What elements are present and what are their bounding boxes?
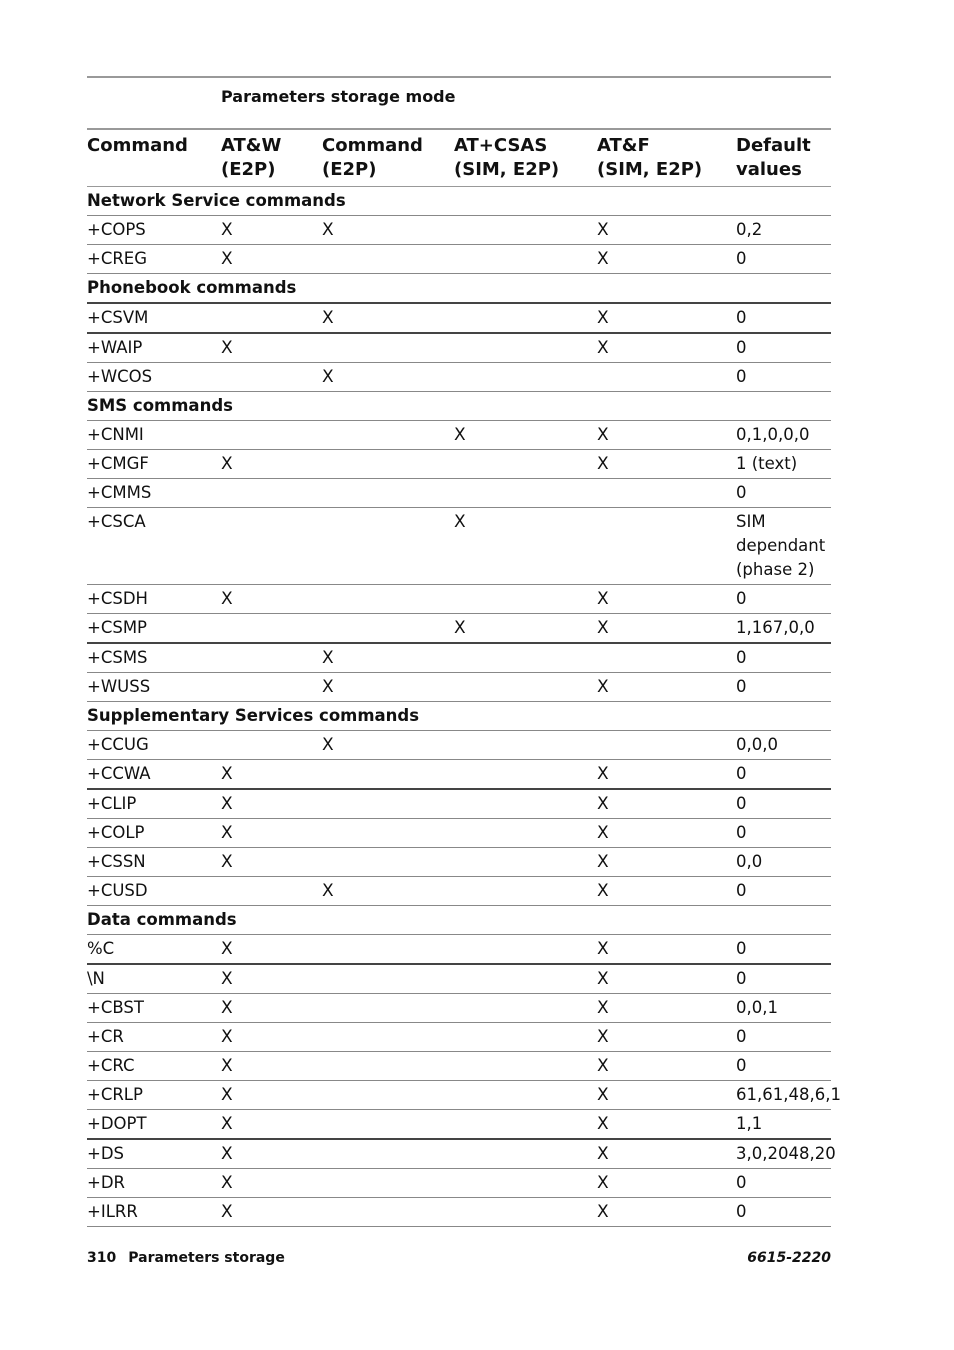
- default-value-cell: 0: [736, 819, 831, 848]
- column-header-line: AT&F: [597, 135, 650, 156]
- csas-cell: [454, 245, 597, 274]
- default-value-cell: 3,0,2048,20: [736, 1139, 831, 1169]
- csas-cell: [454, 819, 597, 848]
- default-value-cell: 0,0,1: [736, 994, 831, 1023]
- default-value-cell: 61,61,48,6,1: [736, 1081, 831, 1110]
- table-row: [87, 1110, 831, 1140]
- default-value-cell: 0,0,0: [736, 731, 831, 760]
- atw-cell: X: [221, 1023, 322, 1052]
- command-e2p-cell: [322, 333, 454, 363]
- csas-cell: X: [454, 421, 597, 450]
- command-e2p-cell: [322, 508, 454, 585]
- table-row: [87, 789, 831, 819]
- default-value-cell: 0: [736, 789, 831, 819]
- csas-cell: [454, 333, 597, 363]
- atf-cell: X: [597, 848, 736, 877]
- command-e2p-cell: [322, 245, 454, 274]
- csas-cell: [454, 964, 597, 994]
- column-header-row: [87, 129, 831, 187]
- command-cell: +CLIP: [87, 789, 221, 819]
- column-header-line: Command: [322, 135, 423, 156]
- csas-cell: [454, 1139, 597, 1169]
- section-header-row: [87, 274, 831, 304]
- default-value-cell: 0: [736, 1052, 831, 1081]
- default-value-cell: 0: [736, 760, 831, 790]
- csas-cell: [454, 216, 597, 245]
- section-title: Phonebook commands: [87, 274, 831, 304]
- command-cell: +CNMI: [87, 421, 221, 450]
- csas-cell: [454, 303, 597, 333]
- default-value-cell: 0: [736, 673, 831, 702]
- atw-cell: X: [221, 216, 322, 245]
- column-header-default: [736, 129, 831, 187]
- atw-cell: [221, 877, 322, 906]
- atf-cell: X: [597, 789, 736, 819]
- section-title: Data commands: [87, 906, 831, 935]
- command-cell: +COPS: [87, 216, 221, 245]
- command-cell: +CCWA: [87, 760, 221, 790]
- atf-cell: X: [597, 421, 736, 450]
- table-row: [87, 421, 831, 450]
- atf-cell: X: [597, 1198, 736, 1227]
- command-e2p-cell: [322, 935, 454, 965]
- default-value-cell: 1,167,0,0: [736, 614, 831, 644]
- csas-cell: [454, 1023, 597, 1052]
- default-value-cell: 1 (text): [736, 450, 831, 479]
- atw-cell: [221, 643, 322, 673]
- atw-cell: [221, 363, 322, 392]
- table-row: [87, 450, 831, 479]
- table-row: [87, 935, 831, 965]
- column-header-line: Command: [87, 135, 188, 156]
- atw-cell: [221, 421, 322, 450]
- command-e2p-cell: [322, 1081, 454, 1110]
- atw-cell: X: [221, 1169, 322, 1198]
- command-cell: +COLP: [87, 819, 221, 848]
- command-cell: +DOPT: [87, 1110, 221, 1140]
- command-e2p-cell: [322, 994, 454, 1023]
- default-value-cell: 0: [736, 935, 831, 965]
- atw-cell: X: [221, 585, 322, 614]
- atw-cell: X: [221, 848, 322, 877]
- default-value-cell: 0: [736, 1023, 831, 1052]
- table-row: [87, 1139, 831, 1169]
- csas-cell: [454, 450, 597, 479]
- atw-cell: X: [221, 245, 322, 274]
- csas-cell: [454, 848, 597, 877]
- column-header-line: (SIM, E2P): [597, 159, 703, 180]
- column-header-command-e2p: [322, 129, 454, 187]
- atw-cell: [221, 731, 322, 760]
- atf-cell: X: [597, 1110, 736, 1140]
- atf-cell: X: [597, 450, 736, 479]
- csas-cell: X: [454, 614, 597, 644]
- section-header-row: [87, 702, 831, 731]
- atf-cell: [597, 508, 736, 585]
- command-e2p-cell: X: [322, 673, 454, 702]
- atf-cell: X: [597, 333, 736, 363]
- csas-cell: [454, 760, 597, 790]
- table-row: [87, 673, 831, 702]
- atf-cell: X: [597, 1169, 736, 1198]
- atf-cell: X: [597, 935, 736, 965]
- command-cell: +DR: [87, 1169, 221, 1198]
- command-cell: +CCUG: [87, 731, 221, 760]
- table-row: [87, 508, 831, 585]
- command-cell: +CMMS: [87, 479, 221, 508]
- super-header-row: [87, 77, 831, 129]
- document-number: 6615-2220: [747, 1250, 831, 1266]
- column-header-line: (E2P): [322, 159, 377, 180]
- command-e2p-cell: [322, 789, 454, 819]
- table-row: [87, 994, 831, 1023]
- atw-cell: X: [221, 333, 322, 363]
- command-cell: +CREG: [87, 245, 221, 274]
- default-value-cell: 0: [736, 964, 831, 994]
- atw-cell: X: [221, 789, 322, 819]
- command-cell: +CUSD: [87, 877, 221, 906]
- command-e2p-cell: [322, 1110, 454, 1140]
- column-header-csas: [454, 129, 597, 187]
- command-cell: +CSMP: [87, 614, 221, 644]
- command-e2p-cell: [322, 614, 454, 644]
- atw-cell: [221, 673, 322, 702]
- table-row: [87, 245, 831, 274]
- csas-cell: [454, 585, 597, 614]
- atf-cell: X: [597, 216, 736, 245]
- csas-cell: [454, 673, 597, 702]
- section-header-row: [87, 392, 831, 421]
- atf-cell: X: [597, 964, 736, 994]
- atw-cell: X: [221, 1052, 322, 1081]
- default-value-cell: 0: [736, 245, 831, 274]
- command-cell: +CSVM: [87, 303, 221, 333]
- atf-cell: X: [597, 585, 736, 614]
- atf-cell: [597, 731, 736, 760]
- default-value-cell: 0: [736, 643, 831, 673]
- footer-left: [87, 1250, 285, 1266]
- column-header-line: values: [736, 159, 802, 180]
- page-number: 310: [87, 1250, 117, 1266]
- command-cell: +CSSN: [87, 848, 221, 877]
- atw-cell: [221, 303, 322, 333]
- command-e2p-cell: X: [322, 216, 454, 245]
- atw-cell: X: [221, 1110, 322, 1140]
- table-row: [87, 819, 831, 848]
- table-row: [87, 216, 831, 245]
- atf-cell: X: [597, 760, 736, 790]
- command-cell: +CRLP: [87, 1081, 221, 1110]
- csas-cell: [454, 1052, 597, 1081]
- super-header-title: Parameters storage mode: [221, 77, 831, 129]
- atf-cell: X: [597, 1052, 736, 1081]
- command-cell: %C: [87, 935, 221, 965]
- table-row: [87, 848, 831, 877]
- command-e2p-cell: [322, 1198, 454, 1227]
- atf-cell: X: [597, 877, 736, 906]
- command-cell: +CSMS: [87, 643, 221, 673]
- parameters-storage-page: [87, 76, 841, 1227]
- table-row: [87, 614, 831, 644]
- atw-cell: X: [221, 1081, 322, 1110]
- command-e2p-cell: [322, 479, 454, 508]
- command-e2p-cell: [322, 421, 454, 450]
- atf-cell: X: [597, 303, 736, 333]
- atf-cell: X: [597, 819, 736, 848]
- default-value-cell: 0: [736, 1169, 831, 1198]
- atw-cell: X: [221, 935, 322, 965]
- table-row: [87, 1052, 831, 1081]
- default-value-cell: 0: [736, 1198, 831, 1227]
- command-cell: +WCOS: [87, 363, 221, 392]
- command-cell: +CR: [87, 1023, 221, 1052]
- table-row: [87, 643, 831, 673]
- atw-cell: X: [221, 1139, 322, 1169]
- csas-cell: [454, 363, 597, 392]
- atw-cell: [221, 508, 322, 585]
- command-cell: +CSCA: [87, 508, 221, 585]
- atf-cell: X: [597, 673, 736, 702]
- column-header-line: (SIM, E2P): [454, 159, 560, 180]
- atf-cell: X: [597, 1081, 736, 1110]
- atw-cell: [221, 614, 322, 644]
- command-e2p-cell: [322, 1023, 454, 1052]
- atw-cell: X: [221, 994, 322, 1023]
- default-value-cell: 0,2: [736, 216, 831, 245]
- default-value-cell: 0: [736, 585, 831, 614]
- table-row: [87, 731, 831, 760]
- atf-cell: X: [597, 994, 736, 1023]
- command-e2p-cell: [322, 1169, 454, 1198]
- section-title: Supplementary Services commands: [87, 702, 831, 731]
- section-header-row: [87, 906, 831, 935]
- column-header-atf: [597, 129, 736, 187]
- command-cell: +CSDH: [87, 585, 221, 614]
- command-e2p-cell: [322, 450, 454, 479]
- parameters-storage-table: [87, 76, 841, 1227]
- footer-section-title: Parameters storage: [128, 1250, 285, 1266]
- table-row: [87, 877, 831, 906]
- default-value-cell: 0: [736, 303, 831, 333]
- column-header-line: AT+CSAS: [454, 135, 548, 156]
- command-e2p-cell: X: [322, 731, 454, 760]
- atw-cell: X: [221, 450, 322, 479]
- csas-cell: [454, 994, 597, 1023]
- csas-cell: [454, 479, 597, 508]
- command-e2p-cell: [322, 848, 454, 877]
- command-e2p-cell: [322, 585, 454, 614]
- command-cell: +DS: [87, 1139, 221, 1169]
- column-header-line: Default: [736, 135, 811, 156]
- csas-cell: X: [454, 508, 597, 585]
- command-e2p-cell: X: [322, 643, 454, 673]
- command-e2p-cell: [322, 819, 454, 848]
- atw-cell: X: [221, 760, 322, 790]
- command-cell: +CRC: [87, 1052, 221, 1081]
- csas-cell: [454, 731, 597, 760]
- column-header-atw: [221, 129, 322, 187]
- csas-cell: [454, 1169, 597, 1198]
- atf-cell: X: [597, 614, 736, 644]
- default-value-cell: 0: [736, 877, 831, 906]
- section-header-row: [87, 187, 831, 216]
- table-row: [87, 1198, 831, 1227]
- atf-cell: X: [597, 1023, 736, 1052]
- atw-cell: X: [221, 1198, 322, 1227]
- default-value-cell: 0,1,0,0,0: [736, 421, 831, 450]
- atf-cell: X: [597, 245, 736, 274]
- table-row: [87, 333, 831, 363]
- default-value-cell: SIM dependant (phase 2): [736, 508, 831, 585]
- command-cell: +CMGF: [87, 450, 221, 479]
- command-e2p-cell: [322, 1052, 454, 1081]
- default-value-cell: 1,1: [736, 1110, 831, 1140]
- table-row: [87, 1023, 831, 1052]
- csas-cell: [454, 789, 597, 819]
- command-e2p-cell: [322, 760, 454, 790]
- atw-cell: X: [221, 964, 322, 994]
- csas-cell: [454, 877, 597, 906]
- csas-cell: [454, 1198, 597, 1227]
- default-value-cell: 0,0: [736, 848, 831, 877]
- table-row: [87, 303, 831, 333]
- table-row: [87, 363, 831, 392]
- csas-cell: [454, 935, 597, 965]
- table-row: [87, 964, 831, 994]
- table-row: [87, 585, 831, 614]
- atf-cell: [597, 479, 736, 508]
- command-cell: \N: [87, 964, 221, 994]
- atf-cell: [597, 363, 736, 392]
- command-e2p-cell: X: [322, 303, 454, 333]
- atf-cell: [597, 643, 736, 673]
- atf-cell: X: [597, 1139, 736, 1169]
- column-header-line: AT&W: [221, 135, 282, 156]
- section-title: SMS commands: [87, 392, 831, 421]
- command-cell: +WUSS: [87, 673, 221, 702]
- command-cell: +WAIP: [87, 333, 221, 363]
- column-header-command: [87, 129, 221, 187]
- command-cell: +CBST: [87, 994, 221, 1023]
- table-row: [87, 760, 831, 790]
- column-header-line: (E2P): [221, 159, 276, 180]
- table-row: [87, 1081, 831, 1110]
- default-value-cell: 0: [736, 479, 831, 508]
- command-e2p-cell: [322, 1139, 454, 1169]
- command-e2p-cell: [322, 964, 454, 994]
- command-cell: +ILRR: [87, 1198, 221, 1227]
- table-row: [87, 1169, 831, 1198]
- default-value-cell: 0: [736, 333, 831, 363]
- csas-cell: [454, 1081, 597, 1110]
- command-e2p-cell: X: [322, 877, 454, 906]
- table-body: [87, 187, 841, 1227]
- csas-cell: [454, 643, 597, 673]
- section-title: Network Service commands: [87, 187, 831, 216]
- csas-cell: [454, 1110, 597, 1140]
- command-e2p-cell: X: [322, 363, 454, 392]
- page-footer: [87, 1250, 831, 1270]
- default-value-cell: 0: [736, 363, 831, 392]
- table-row: [87, 479, 831, 508]
- atw-cell: [221, 479, 322, 508]
- atw-cell: X: [221, 819, 322, 848]
